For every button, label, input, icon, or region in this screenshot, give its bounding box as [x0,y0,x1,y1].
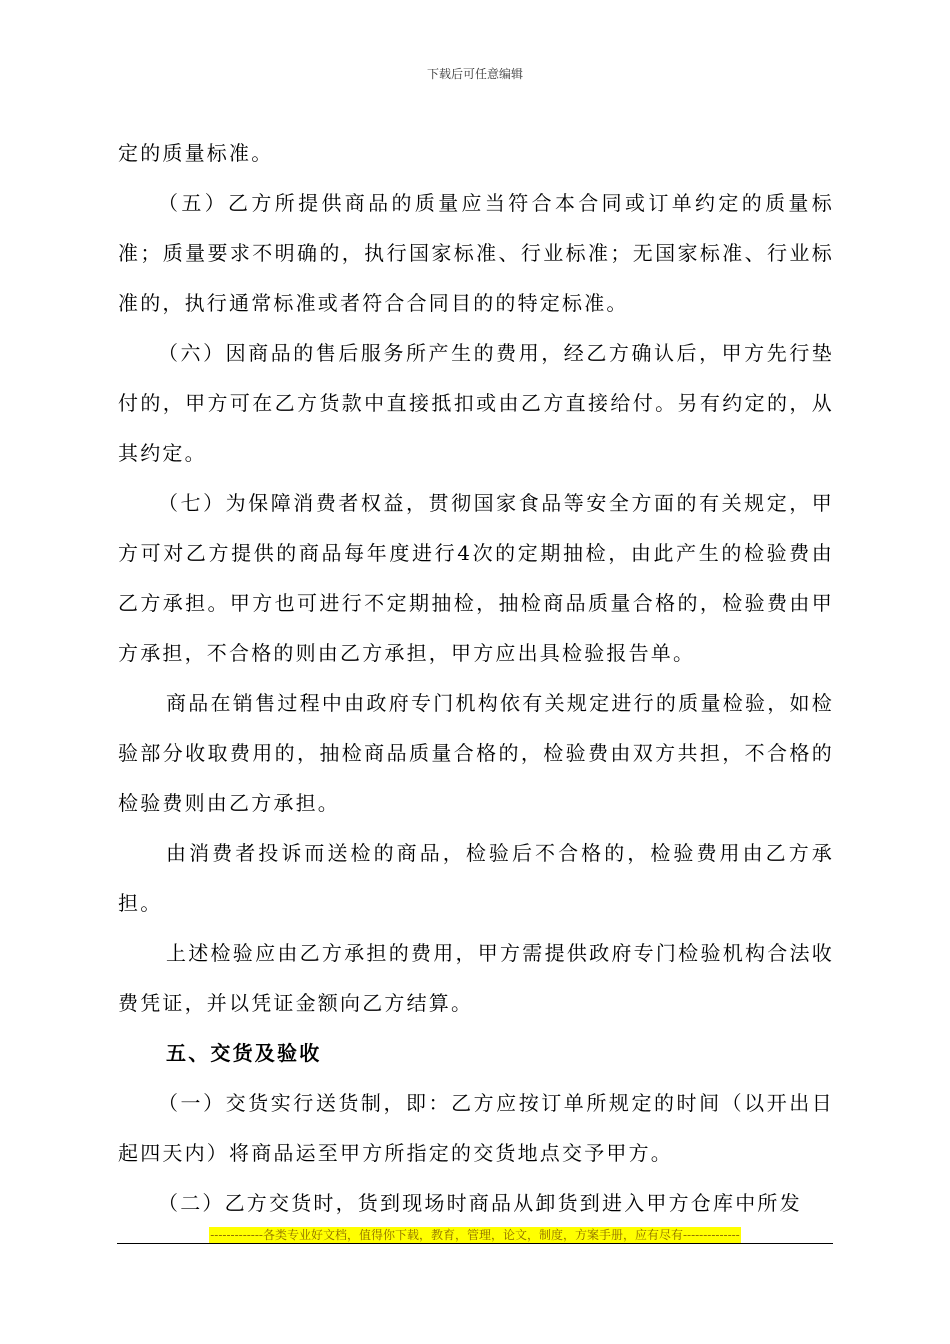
paragraph-consumer-complaint: 由消费者投诉而送检的商品，检验后不合格的，检验费用由乙方承担。 [118,841,834,915]
footer-divider [117,1243,833,1244]
paragraph-government-inspection: 商品在销售过程中由政府专门机构依有关规定进行的质量检验，如检验部分收取费用的，抽检商品质量合格的，检验费由双方共担，不合格的检验费则由乙方承担。 [118,691,834,815]
document-body [118,128,834,1228]
paragraph-clause-7: （七）为保障消费者权益，贯彻国家食品等安全方面的有关规定，甲方可对乙方提供的商品每年度进行4次的定期抽检，由此产生的检验费由乙方承担。甲方也可进行不定期抽检，抽检商品质量合格的，检验费由甲方承担，不合格的则由乙方承担，甲方应出具检验报告单。 [118,491,834,665]
page-header: 下载后可任意编辑 [426,67,523,81]
paragraph-inspection-settlement: 上述检验应由乙方承担的费用，甲方需提供政府专门检验机构合法收费凭证，并以凭证金额向乙方结算。 [118,941,834,1015]
paragraph-continuation: 定的质量标准。 [118,141,274,165]
footer-banner-text: -------------各类专业好文档，值得你下载，教育，管理，论文，制度，方案手册，应有尽有-------------- [210,1228,740,1242]
paragraph-clause-5: （五）乙方所提供商品的质量应当符合本合同或订单约定的质量标准；质量要求不明确的，执行国家标准、行业标准；无国家标准、行业标准的，执行通常标准或者符合合同目的的特定标准。 [118,191,834,315]
footer-banner [0,1224,950,1243]
section-heading-delivery: 五、交货及验收 [166,1041,322,1065]
paragraph-delivery-2: （二）乙方交货时，货到现场时商品从卸货到进入甲方仓库中所发 [158,1191,802,1215]
paragraph-clause-6: （六）因商品的售后服务所产生的费用，经乙方确认后，甲方先行垫付的，甲方可在乙方货款中直接抵扣或由乙方直接给付。另有约定的，从其约定。 [118,341,834,465]
paragraph-delivery-1: （一）交货实行送货制，即：乙方应按订单所规定的时间（以开出日起四天内）将商品运至甲方所指定的交货地点交予甲方。 [118,1091,834,1165]
